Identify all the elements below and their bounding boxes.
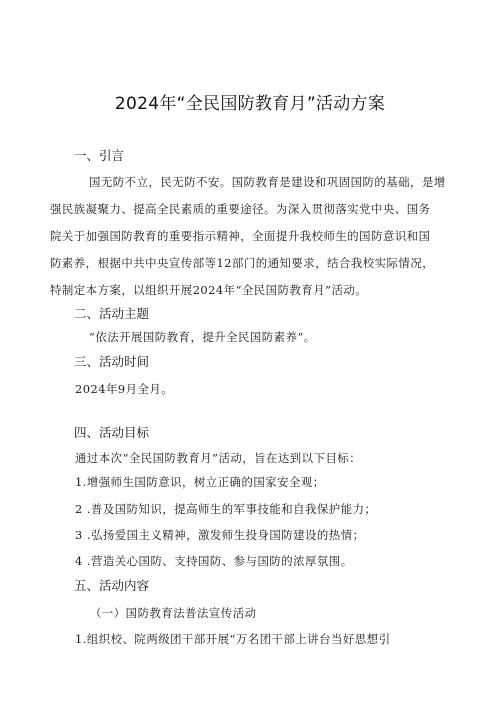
goal-item: 1.增强师生国防意识，树立正确的国家安全观；: [75, 475, 325, 489]
goal-item: 2 .普及国防知识，提高师生的军事技能和自我保护能力；: [75, 502, 377, 516]
goal-item: 3 .弘扬爱国主义精神，激发师生投身国防建设的热情；: [75, 528, 365, 542]
content-subheading: （一）国防教育法普法宣传活动: [90, 606, 257, 620]
intro-line: 院关于加强国防教育的重要指示精神，全面提升我校师生的国防意识和国: [50, 229, 431, 243]
intro-line: 国无防不立，民无防不安。国防教育是建设和巩固国防的基础，是增: [89, 175, 446, 189]
theme-text: “依法开展国防教育，提升全民国防素养”。: [89, 330, 316, 344]
section-heading-intro: 一、引言: [74, 148, 125, 163]
intro-line: 防素养，根据中共中央宣传部等12部门的通知要求，结合我校实际情况，: [50, 256, 435, 270]
section-heading-content: 五、活动内容: [74, 578, 150, 593]
section-heading-time: 三、活动时间: [74, 354, 150, 369]
goals-lead: 通过本次“全民国防教育月”活动，旨在达到以下目标：: [75, 451, 362, 465]
intro-line: 强民族凝聚力、提高全民素质的重要途径。为深入贯彻落实党中央、国务: [50, 202, 431, 216]
goal-item: 4 .营造关心国防、支持国防、参与国防的浓厚氛围。: [75, 554, 353, 568]
section-heading-goals: 四、活动目标: [74, 425, 150, 440]
section-heading-theme: 二、活动主题: [74, 306, 150, 321]
time-text: 2024年9月全月。: [75, 382, 174, 396]
document-title: 2024年“全民国防教育月”活动方案: [114, 94, 386, 114]
content-item: 1.组织校、院两级团干部开展“万名团干部上讲台当好思想引: [75, 632, 391, 646]
intro-line: 特制定本方案，以组织开展2024年“全民国防教育月”活动。: [50, 283, 368, 297]
